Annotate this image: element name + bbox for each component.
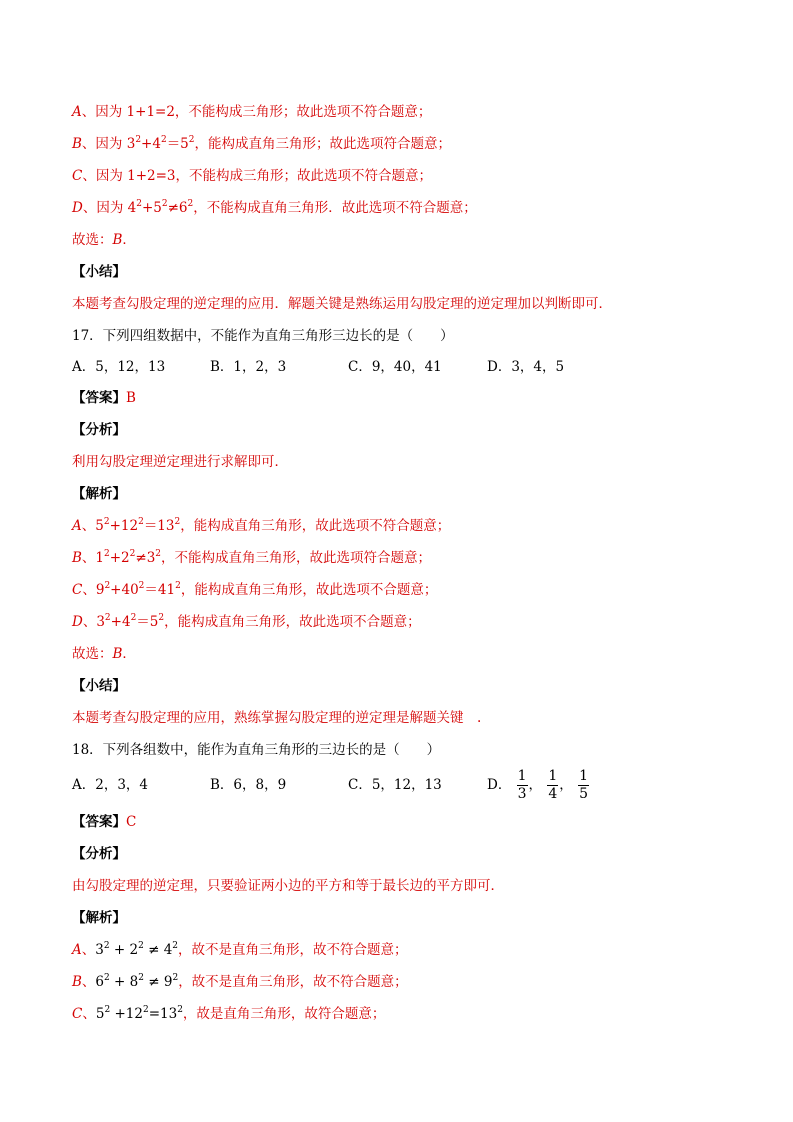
q17-solution-c: C、$9^2+40^2=41^2$，能构成直角三角形，故此选项不合题意； <box>72 581 438 598</box>
prev-conclusion: 故选：B． <box>72 232 136 248</box>
prev-solution-b: B、因为 $3^2+4^2=5^2$，能构成直角三角形；故此选项符合题意； <box>72 135 452 152</box>
q18-solution-tag: 【解析】 <box>72 910 126 926</box>
fraction-one-third: $\frac{1}{3}$ <box>517 768 527 802</box>
fraction-one-fourth: $\frac{1}{4}$ <box>548 768 558 802</box>
prev-summary-tag: 【小结】 <box>72 264 126 280</box>
q18-solution-b: B、$6^2 + 8^2 \ne 9^2$，故不是直角三角形，故不符合题意； <box>72 973 408 990</box>
q17-option-d: D．3，4，5 <box>487 359 565 375</box>
q18-option-a: A．2，3，4 <box>72 777 149 793</box>
prev-solution-c: C、因为 1+2=3，不能构成三角形；故此选项不符合题意； <box>72 168 433 184</box>
q17-option-a: A．5，12，13 <box>72 359 166 375</box>
q17-summary: 本题考查勾股定理的应用，熟练掌握勾股定理的逆定理是解题关键 . <box>72 710 482 726</box>
q17-solution-b: B、$1^2+2^2\ne 3^2$，不能构成直角三角形，故此选项符合题意； <box>72 549 432 566</box>
q17-analysis-tag: 【分析】 <box>72 422 126 438</box>
q17-answer: 【答案】B <box>72 390 136 406</box>
q18-question: 18．下列各组数中，能作为直角三角形的三边长的是（ ） <box>72 742 441 758</box>
q17-question: 17．下列四组数据中，不能作为直角三角形三边长的是（ ） <box>72 328 454 344</box>
q18-option-d: D． $\frac{1}{3}$ ， $\frac{1}{4}$ ， $\frac{1}{5}$ <box>487 768 588 802</box>
q17-analysis: 利用勾股定理逆定理进行求解即可． <box>72 454 288 470</box>
q17-solution-d: D、$3^2+4^2=5^2$，能构成直角三角形，故此选项不合题意； <box>72 613 421 630</box>
q18-option-b: B．6，8，9 <box>210 777 287 793</box>
q17-option-c: C．9，40，41 <box>348 359 442 375</box>
prev-solution-d: D、因为 $4^2+5^2\ne 6^2$，不能构成直角三角形．故此选项不符合题意； <box>72 199 477 216</box>
prev-solution-a: A、因为 1+1=2，不能构成三角形；故此选项不符合题意； <box>72 104 432 120</box>
q17-solution-a: A、$5^2+12^2=13^2$，能构成直角三角形，故此选项不符合题意； <box>72 517 451 534</box>
q18-analysis: 由勾股定理的逆定理，只要验证两小边的平方和等于最长边的平方即可． <box>72 878 504 894</box>
q18-solution-a: A、$3^2 + 2^2 \ne 4^2$，故不是直角三角形，故不符合题意； <box>72 941 408 958</box>
q18-answer: 【答案】C <box>72 814 137 830</box>
q17-conclusion: 故选：B． <box>72 646 136 662</box>
fraction-one-fifth: $\frac{1}{5}$ <box>579 768 588 802</box>
prev-summary: 本题考查勾股定理的逆定理的应用．解题关键是熟练运用勾股定理的逆定理加以判断即可． <box>72 296 612 312</box>
q18-analysis-tag: 【分析】 <box>72 846 126 862</box>
q18-solution-c: C、$5^2 +12^2=13^2$，故是直角三角形，故符合题意； <box>72 1005 386 1022</box>
q17-summary-tag: 【小结】 <box>72 678 126 694</box>
q17-option-b: B．1，2，3 <box>210 359 287 375</box>
q17-solution-tag: 【解析】 <box>72 486 126 502</box>
q18-option-c: C．5，12，13 <box>348 777 442 793</box>
